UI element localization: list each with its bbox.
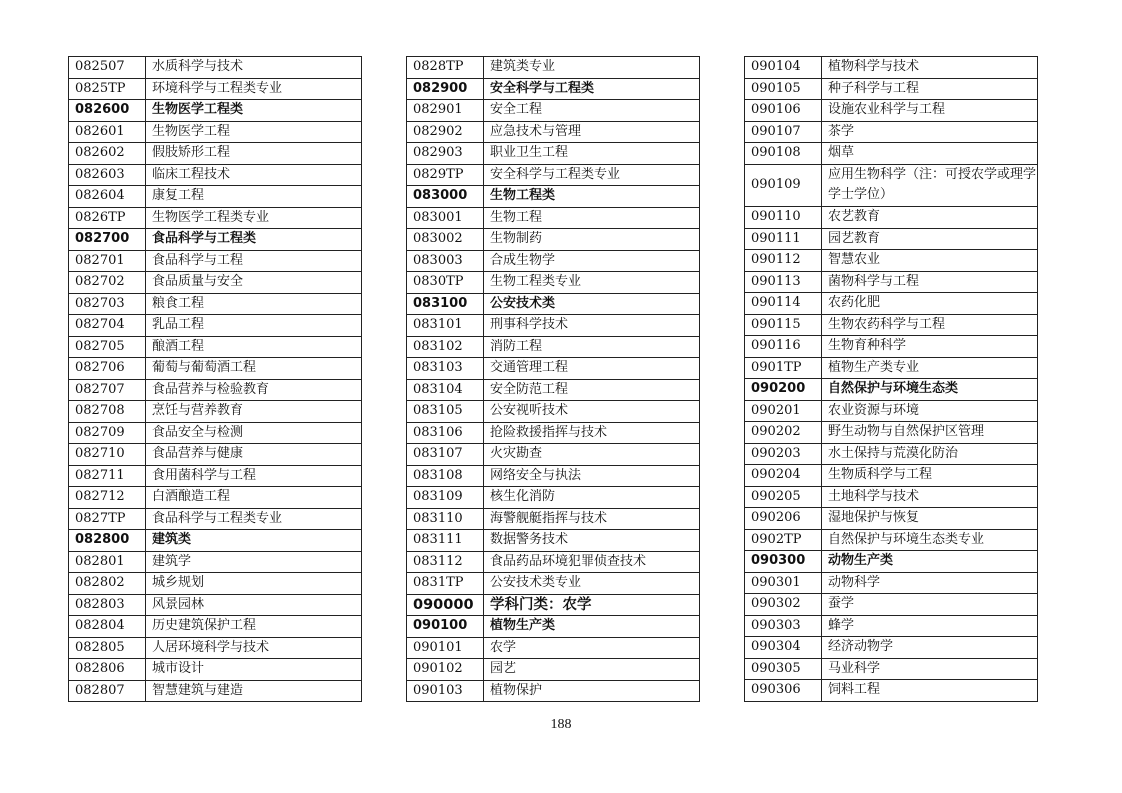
major-name: 马业科学 bbox=[822, 658, 1038, 680]
major-name: 应急技术与管理 bbox=[484, 121, 700, 143]
major-name: 植物生产类 bbox=[484, 616, 700, 638]
major-code: 082806 bbox=[69, 659, 146, 681]
major-name: 植物科学与技术 bbox=[822, 57, 1038, 79]
major-name: 水质科学与技术 bbox=[146, 57, 362, 79]
table-row bbox=[407, 78, 700, 100]
major-code: 083104 bbox=[407, 379, 484, 401]
major-code: 090201 bbox=[745, 400, 822, 422]
major-code: 082711 bbox=[69, 465, 146, 487]
table-row bbox=[407, 379, 700, 401]
table-row bbox=[407, 121, 700, 143]
major-name: 食品科学与工程类专业 bbox=[146, 508, 362, 530]
major-name: 生物质科学与工程 bbox=[822, 465, 1038, 487]
major-code: 083001 bbox=[407, 207, 484, 229]
major-code: 090112 bbox=[745, 250, 822, 272]
major-code: 090116 bbox=[745, 336, 822, 358]
major-name: 茶学 bbox=[822, 121, 1038, 143]
major-code: 0826TP bbox=[69, 207, 146, 229]
major-code: 082601 bbox=[69, 121, 146, 143]
table-row bbox=[69, 143, 362, 165]
table-row bbox=[69, 293, 362, 315]
table-row bbox=[407, 487, 700, 509]
table-row bbox=[69, 680, 362, 702]
table-row bbox=[745, 422, 1038, 444]
major-name: 生物育种科学 bbox=[822, 336, 1038, 358]
major-code: 083106 bbox=[407, 422, 484, 444]
table-row bbox=[69, 229, 362, 251]
table-row bbox=[745, 508, 1038, 530]
major-name: 食品安全与检测 bbox=[146, 422, 362, 444]
major-name: 自然保护与环境生态类 bbox=[822, 379, 1038, 401]
major-name: 生物农药科学与工程 bbox=[822, 314, 1038, 336]
major-name: 应用生物科学（注：可授农学或理学学士学位） bbox=[822, 164, 1038, 207]
major-code: 082804 bbox=[69, 616, 146, 638]
major-name: 公安技术类 bbox=[484, 293, 700, 315]
major-name: 生物工程类专业 bbox=[484, 272, 700, 294]
major-code: 0902TP bbox=[745, 529, 822, 551]
table-row bbox=[69, 637, 362, 659]
table-row bbox=[69, 78, 362, 100]
major-name: 生物医学工程 bbox=[146, 121, 362, 143]
major-code: 082700 bbox=[69, 229, 146, 251]
table-row bbox=[407, 659, 700, 681]
major-name: 生物医学工程类专业 bbox=[146, 207, 362, 229]
major-name: 合成生物学 bbox=[484, 250, 700, 272]
table-row bbox=[407, 293, 700, 315]
major-name: 建筑类 bbox=[146, 530, 362, 552]
major-name: 烹饪与营养教育 bbox=[146, 401, 362, 423]
table-row bbox=[69, 57, 362, 79]
major-code: 082703 bbox=[69, 293, 146, 315]
table-row bbox=[745, 486, 1038, 508]
major-name: 安全防范工程 bbox=[484, 379, 700, 401]
table-row bbox=[745, 271, 1038, 293]
table-row bbox=[745, 143, 1038, 165]
table-row bbox=[407, 315, 700, 337]
major-code: 082705 bbox=[69, 336, 146, 358]
table-row bbox=[407, 207, 700, 229]
major-code: 090107 bbox=[745, 121, 822, 143]
table-row bbox=[69, 250, 362, 272]
major-code: 082702 bbox=[69, 272, 146, 294]
major-code: 082709 bbox=[69, 422, 146, 444]
major-code: 090102 bbox=[407, 659, 484, 681]
major-name: 海警舰艇指挥与技术 bbox=[484, 508, 700, 530]
major-name: 葡萄与葡萄酒工程 bbox=[146, 358, 362, 380]
major-name: 职业卫生工程 bbox=[484, 143, 700, 165]
table-row bbox=[69, 508, 362, 530]
major-code: 082602 bbox=[69, 143, 146, 165]
major-name: 生物医学工程类 bbox=[146, 100, 362, 122]
major-code: 090304 bbox=[745, 637, 822, 659]
major-code: 090103 bbox=[407, 680, 484, 702]
major-name: 数据警务技术 bbox=[484, 530, 700, 552]
table-row bbox=[407, 616, 700, 638]
major-code: 082901 bbox=[407, 100, 484, 122]
table-row bbox=[745, 78, 1038, 100]
major-code: 090205 bbox=[745, 486, 822, 508]
major-name: 粮食工程 bbox=[146, 293, 362, 315]
major-name: 公安视听技术 bbox=[484, 401, 700, 423]
table-row bbox=[407, 573, 700, 595]
table-row bbox=[69, 315, 362, 337]
major-name: 学科门类：农学 bbox=[484, 594, 700, 616]
major-code: 082708 bbox=[69, 401, 146, 423]
table-row bbox=[745, 379, 1038, 401]
major-code: 090301 bbox=[745, 572, 822, 594]
major-code: 083108 bbox=[407, 465, 484, 487]
major-code: 082710 bbox=[69, 444, 146, 466]
table-row bbox=[407, 465, 700, 487]
table-row bbox=[69, 401, 362, 423]
major-code: 083111 bbox=[407, 530, 484, 552]
major-name: 白酒酿造工程 bbox=[146, 487, 362, 509]
major-code: 083107 bbox=[407, 444, 484, 466]
table-row bbox=[407, 229, 700, 251]
major-name: 农业资源与环境 bbox=[822, 400, 1038, 422]
major-code: 090203 bbox=[745, 443, 822, 465]
major-code: 083110 bbox=[407, 508, 484, 530]
table-row bbox=[69, 186, 362, 208]
major-code: 090105 bbox=[745, 78, 822, 100]
major-code: 082803 bbox=[69, 594, 146, 616]
major-name: 城市设计 bbox=[146, 659, 362, 681]
major-name: 植物生产类专业 bbox=[822, 357, 1038, 379]
major-name: 生物工程 bbox=[484, 207, 700, 229]
major-name: 食品科学与工程类 bbox=[146, 229, 362, 251]
major-code: 0829TP bbox=[407, 164, 484, 186]
major-code: 090200 bbox=[745, 379, 822, 401]
major-name: 消防工程 bbox=[484, 336, 700, 358]
table-row bbox=[407, 594, 700, 616]
major-code: 082507 bbox=[69, 57, 146, 79]
table-row bbox=[407, 680, 700, 702]
major-code: 090109 bbox=[745, 164, 822, 207]
major-name: 食用菌科学与工程 bbox=[146, 465, 362, 487]
table-row bbox=[407, 336, 700, 358]
table-row bbox=[745, 336, 1038, 358]
major-code: 090115 bbox=[745, 314, 822, 336]
table-row bbox=[407, 422, 700, 444]
table-row bbox=[745, 658, 1038, 680]
table-row bbox=[745, 250, 1038, 272]
major-name: 经济动物学 bbox=[822, 637, 1038, 659]
table-row bbox=[69, 616, 362, 638]
major-code: 0827TP bbox=[69, 508, 146, 530]
major-code: 0901TP bbox=[745, 357, 822, 379]
table-row bbox=[69, 659, 362, 681]
table-row bbox=[745, 100, 1038, 122]
major-code: 082903 bbox=[407, 143, 484, 165]
major-name: 湿地保护与恢复 bbox=[822, 508, 1038, 530]
major-code: 090303 bbox=[745, 615, 822, 637]
table-row bbox=[745, 207, 1038, 229]
major-name: 康复工程 bbox=[146, 186, 362, 208]
major-code: 083003 bbox=[407, 250, 484, 272]
table-row bbox=[407, 508, 700, 530]
major-table-left bbox=[68, 56, 362, 702]
page-number: 188 bbox=[550, 717, 572, 732]
major-name: 乳品工程 bbox=[146, 315, 362, 337]
major-code: 082701 bbox=[69, 250, 146, 272]
major-name: 抢险救援指挥与技术 bbox=[484, 422, 700, 444]
major-name: 交通管理工程 bbox=[484, 358, 700, 380]
table-row bbox=[745, 293, 1038, 315]
major-code: 082603 bbox=[69, 164, 146, 186]
table-row bbox=[69, 121, 362, 143]
major-code: 090305 bbox=[745, 658, 822, 680]
major-code: 090206 bbox=[745, 508, 822, 530]
major-name: 蜂学 bbox=[822, 615, 1038, 637]
major-name: 生物制药 bbox=[484, 229, 700, 251]
major-name: 食品药品环境犯罪侦查技术 bbox=[484, 551, 700, 573]
table-row bbox=[745, 314, 1038, 336]
table-row bbox=[745, 465, 1038, 487]
major-name: 食品质量与安全 bbox=[146, 272, 362, 294]
table-row bbox=[69, 594, 362, 616]
major-code: 082800 bbox=[69, 530, 146, 552]
table-row bbox=[69, 465, 362, 487]
major-code: 083101 bbox=[407, 315, 484, 337]
table-row bbox=[69, 487, 362, 509]
table-row bbox=[407, 250, 700, 272]
major-code: 090114 bbox=[745, 293, 822, 315]
major-code: 090113 bbox=[745, 271, 822, 293]
table-row bbox=[407, 57, 700, 79]
major-name: 设施农业科学与工程 bbox=[822, 100, 1038, 122]
major-code: 082706 bbox=[69, 358, 146, 380]
major-code: 082802 bbox=[69, 573, 146, 595]
table-row bbox=[69, 100, 362, 122]
major-code: 090111 bbox=[745, 228, 822, 250]
major-name: 核生化消防 bbox=[484, 487, 700, 509]
major-code: 090204 bbox=[745, 465, 822, 487]
major-code: 082712 bbox=[69, 487, 146, 509]
major-code: 090202 bbox=[745, 422, 822, 444]
major-name: 农艺教育 bbox=[822, 207, 1038, 229]
major-table-middle bbox=[406, 56, 700, 702]
major-code: 0825TP bbox=[69, 78, 146, 100]
table-row bbox=[745, 357, 1038, 379]
table-row bbox=[407, 637, 700, 659]
major-name: 动物生产类 bbox=[822, 551, 1038, 573]
table-row bbox=[745, 615, 1038, 637]
major-name: 蚕学 bbox=[822, 594, 1038, 616]
table-row bbox=[407, 401, 700, 423]
major-code: 083000 bbox=[407, 186, 484, 208]
table-row bbox=[407, 164, 700, 186]
major-code: 082600 bbox=[69, 100, 146, 122]
table-row bbox=[745, 637, 1038, 659]
table-row bbox=[69, 422, 362, 444]
major-code: 082604 bbox=[69, 186, 146, 208]
major-code: 090100 bbox=[407, 616, 484, 638]
major-name: 环境科学与工程类专业 bbox=[146, 78, 362, 100]
table-row bbox=[407, 186, 700, 208]
major-code: 083105 bbox=[407, 401, 484, 423]
table-row bbox=[745, 443, 1038, 465]
table-row bbox=[407, 551, 700, 573]
table-row bbox=[407, 272, 700, 294]
major-name: 临床工程技术 bbox=[146, 164, 362, 186]
major-name: 食品营养与检验教育 bbox=[146, 379, 362, 401]
major-code: 0830TP bbox=[407, 272, 484, 294]
major-name: 酿酒工程 bbox=[146, 336, 362, 358]
major-code: 082805 bbox=[69, 637, 146, 659]
major-name: 假肢矫形工程 bbox=[146, 143, 362, 165]
table-row bbox=[745, 551, 1038, 573]
major-name: 人居环境科学与技术 bbox=[146, 637, 362, 659]
table-row bbox=[745, 121, 1038, 143]
table-row bbox=[745, 680, 1038, 702]
table-row bbox=[407, 530, 700, 552]
major-name: 烟草 bbox=[822, 143, 1038, 165]
major-name: 网络安全与执法 bbox=[484, 465, 700, 487]
major-name: 园艺教育 bbox=[822, 228, 1038, 250]
major-name: 智慧农业 bbox=[822, 250, 1038, 272]
major-code: 082900 bbox=[407, 78, 484, 100]
major-code: 083103 bbox=[407, 358, 484, 380]
table-row bbox=[745, 594, 1038, 616]
table-row bbox=[69, 336, 362, 358]
major-code: 090104 bbox=[745, 57, 822, 79]
major-code: 0828TP bbox=[407, 57, 484, 79]
table-row bbox=[745, 529, 1038, 551]
major-name: 野生动物与自然保护区管理 bbox=[822, 422, 1038, 444]
major-code: 082801 bbox=[69, 551, 146, 573]
major-code: 083002 bbox=[407, 229, 484, 251]
table-row bbox=[745, 228, 1038, 250]
major-code: 082807 bbox=[69, 680, 146, 702]
major-name: 食品科学与工程 bbox=[146, 250, 362, 272]
major-name: 安全科学与工程类 bbox=[484, 78, 700, 100]
major-code: 083109 bbox=[407, 487, 484, 509]
table-row bbox=[407, 444, 700, 466]
table-row bbox=[69, 530, 362, 552]
table-row bbox=[407, 100, 700, 122]
major-code: 082707 bbox=[69, 379, 146, 401]
major-code: 090306 bbox=[745, 680, 822, 702]
major-name: 火灾勘查 bbox=[484, 444, 700, 466]
major-code: 090106 bbox=[745, 100, 822, 122]
table-row bbox=[745, 400, 1038, 422]
major-name: 智慧建筑与建造 bbox=[146, 680, 362, 702]
major-name: 种子科学与工程 bbox=[822, 78, 1038, 100]
table-row bbox=[407, 358, 700, 380]
major-name: 水土保持与荒漠化防治 bbox=[822, 443, 1038, 465]
table-row bbox=[69, 358, 362, 380]
major-table-right bbox=[744, 56, 1038, 702]
table-row bbox=[69, 379, 362, 401]
major-name: 生物工程类 bbox=[484, 186, 700, 208]
major-name: 自然保护与环境生态类专业 bbox=[822, 529, 1038, 551]
major-code: 082902 bbox=[407, 121, 484, 143]
major-name: 菌物科学与工程 bbox=[822, 271, 1038, 293]
table-row bbox=[69, 207, 362, 229]
major-name: 安全科学与工程类专业 bbox=[484, 164, 700, 186]
major-code: 090000 bbox=[407, 594, 484, 616]
major-code: 090101 bbox=[407, 637, 484, 659]
major-name: 饲料工程 bbox=[822, 680, 1038, 702]
major-name: 土地科学与技术 bbox=[822, 486, 1038, 508]
major-name: 公安技术类专业 bbox=[484, 573, 700, 595]
table-row bbox=[745, 572, 1038, 594]
table-row bbox=[69, 573, 362, 595]
major-name: 历史建筑保护工程 bbox=[146, 616, 362, 638]
major-name: 动物科学 bbox=[822, 572, 1038, 594]
major-code: 090110 bbox=[745, 207, 822, 229]
major-name: 建筑类专业 bbox=[484, 57, 700, 79]
major-code: 090302 bbox=[745, 594, 822, 616]
major-name: 刑事科学技术 bbox=[484, 315, 700, 337]
table-row bbox=[745, 164, 1038, 207]
major-name: 植物保护 bbox=[484, 680, 700, 702]
major-name: 农学 bbox=[484, 637, 700, 659]
major-name: 安全工程 bbox=[484, 100, 700, 122]
major-code: 083100 bbox=[407, 293, 484, 315]
table-row bbox=[69, 164, 362, 186]
major-name: 农药化肥 bbox=[822, 293, 1038, 315]
major-name: 食品营养与健康 bbox=[146, 444, 362, 466]
table-row bbox=[69, 272, 362, 294]
table-row bbox=[69, 551, 362, 573]
major-code: 082704 bbox=[69, 315, 146, 337]
major-name: 园艺 bbox=[484, 659, 700, 681]
major-code: 090300 bbox=[745, 551, 822, 573]
major-code: 090108 bbox=[745, 143, 822, 165]
major-name: 建筑学 bbox=[146, 551, 362, 573]
table-row bbox=[407, 143, 700, 165]
major-code: 0831TP bbox=[407, 573, 484, 595]
major-name: 风景园林 bbox=[146, 594, 362, 616]
major-code: 083112 bbox=[407, 551, 484, 573]
table-row bbox=[69, 444, 362, 466]
table-row bbox=[745, 57, 1038, 79]
major-name: 城乡规划 bbox=[146, 573, 362, 595]
major-code: 083102 bbox=[407, 336, 484, 358]
